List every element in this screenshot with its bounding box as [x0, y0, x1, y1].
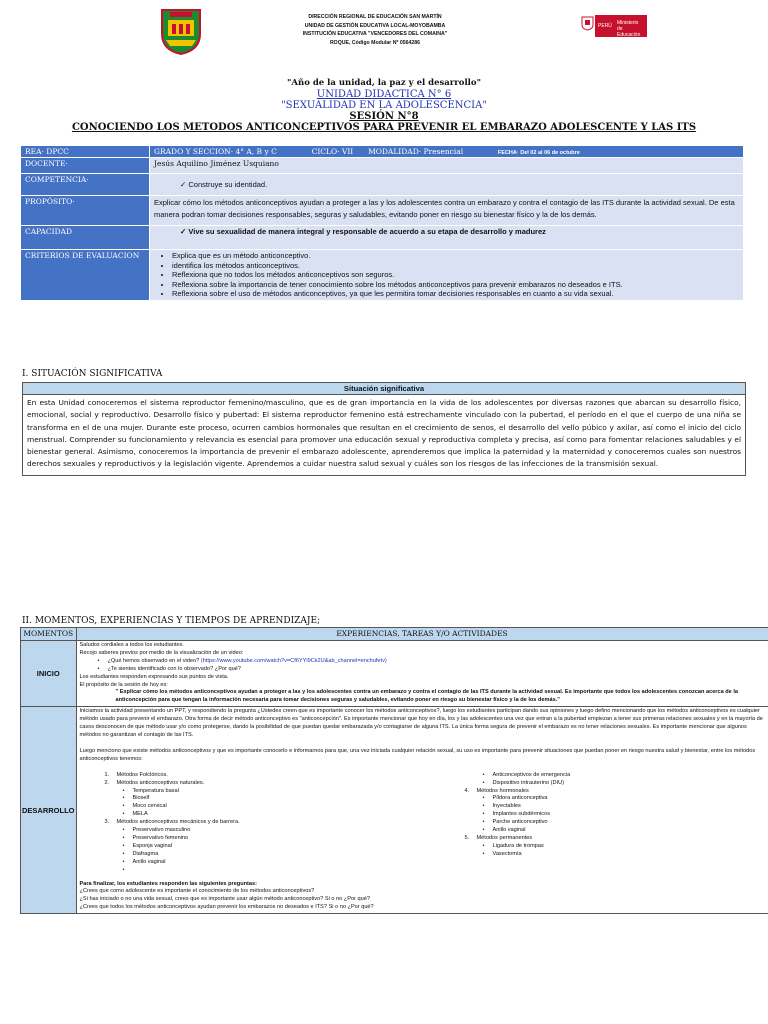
- list-item: • Anticonceptivos de emergencia: [465, 772, 765, 780]
- school-crest-icon: [156, 6, 206, 56]
- inicio-line: Recojo saberes previos por medio de la visualización de un video:: [79, 649, 244, 656]
- session-title: CONOCIENDO LOS METODOS ANTICONCEPTIVOS PARA PREVENIR EL EMBARAZO ADOLESCENTE Y LAS ITS: [71, 122, 697, 133]
- method-natural: Métodos anticonceptivos naturales.: [116, 779, 205, 786]
- method-folk: Métodos Folclóricos.: [116, 771, 168, 778]
- list-item: 1. Métodos Folclóricos.: [104, 771, 168, 778]
- list-item: • Reflexiona sobre el uso de métodos anticonceptivos, ya que les permitira tomar decisiones responsables en cuanto a su vida sexual.: [172, 289, 739, 299]
- desarrollo-label: DESARROLLO: [21, 707, 77, 914]
- inicio-row: [21, 641, 768, 707]
- competencia-row: [21, 174, 744, 196]
- method-hormonal: Métodos hormonales: [476, 787, 529, 794]
- list-item: [80, 658, 765, 666]
- area-cell: REA· DPCC: [21, 146, 150, 158]
- list-item: • Dispositivo intrauterino (DIU): [465, 780, 765, 788]
- situation-box: [22, 382, 746, 476]
- date-range: FECHA· Del 02 al 06 de octubre: [497, 150, 580, 156]
- methods-columns: [80, 772, 765, 875]
- criterios-row: [21, 250, 744, 301]
- ministry-badge: [595, 15, 647, 37]
- situation-box-title: Situación significativa: [23, 383, 745, 395]
- docente-row: [21, 158, 744, 174]
- moments-header-row: [21, 628, 768, 641]
- list-item: • Parche anticonceptivo: [465, 819, 765, 827]
- proposito-value: Explicar cómo los métodos anticonceptivos ayudan a proteger a las y los adolescentes contra un embarazo y contra el contagio de las ITS durante la actividad sexual. De esta manera podran tomar decisiones responsables, seguras y saludables, evitando poner en riesgo su bienestar físico y la de los demás.: [150, 196, 744, 226]
- ministry-name-1: Ministerio: [617, 20, 639, 26]
- list-item: • Vasectomía: [465, 851, 765, 859]
- final-questions-title: Para finalizar, los estudiantes responden las siguientes preguntas:: [79, 880, 257, 887]
- list-item: • Preservativo femenino: [105, 835, 435, 843]
- list-item: [105, 867, 435, 875]
- desarrollo-row: [21, 707, 768, 914]
- session-info-table: [20, 145, 744, 301]
- method-permanent: Métodos permanentes: [476, 834, 533, 841]
- list-item: • identifica los métodos anticonceptivos.: [172, 261, 739, 271]
- list-item: • Anillo vaginal: [465, 827, 765, 835]
- year-motto: "Año de la unidad, la paz y el desarrollo": [287, 78, 481, 88]
- capacidad-label: CAPACIDAD: [21, 226, 150, 250]
- session-purpose: " Explicar cómo los métodos anticonceptivos ayudan a proteger a las y los adolescentes contra un embarazo y contra el contagio de las ITS durante la actividad sexual. Es importante que todos los adolescentes conozcan acerca de la anticoncepción para que tengan la información necesaria para tomar decisiones seguras y saludables, evitando poner en riesgo su bienestar físico y la de los demás.": [115, 689, 739, 704]
- list-item: • Diafragma: [105, 851, 435, 859]
- desarrollo-paragraph: Luego menciono que existe métodos anticonceptivos y que es importante conocerlo e informarnos para que, una vez iniciada cualquier relación sexual, su uso es importante para prevenir situaciones que puedan poner en riesgo nuestra salud y bienestar, entre los métodos anticonceptivos tenemos:: [79, 747, 756, 762]
- methods-left-column: [80, 772, 435, 875]
- list-item: • Píldora anticonceptiva: [465, 795, 765, 803]
- document-titles: [0, 78, 768, 133]
- section-2-title: II. MOMENTOS, EXPERIENCIAS Y TIEMPOS DE APRENDIZAJE;: [22, 616, 321, 626]
- list-item: • Preservativo masculino: [105, 827, 435, 835]
- inicio-line: Saludos cordiales a todos los estudiantes.: [79, 642, 184, 648]
- list-item: 3. Métodos anticonceptivos mecánicos y de barrera.: [104, 819, 240, 826]
- competencia-label: COMPETENCIA·: [21, 174, 150, 196]
- list-item: • Anillo vaginal: [105, 859, 435, 867]
- ministry-name-2: de Educación: [617, 26, 641, 38]
- inicio-line: Los estudiantes responden expresando sus puntos de vista.: [79, 673, 229, 680]
- method-barrier: Métodos anticonceptivos mecánicos y de barrera.: [116, 819, 240, 826]
- methods-right-column: [435, 772, 765, 875]
- criterios-value: [150, 250, 744, 301]
- list-item: • Ligadura de trompas: [465, 843, 765, 851]
- final-question: ¿Crees que como adolescente es importante el conocimiento de los métodos anticonceptivos?: [79, 888, 315, 895]
- criterios-list: [154, 251, 739, 299]
- final-question: ¿Si has iniciado o no una vida sexual, crees que es importante usar algún método anticonceptivo? Si o no ¿Por qué?: [79, 896, 370, 903]
- institution-header: [270, 13, 480, 47]
- header-line: ROQUE, Código Modular Nº 0564286: [329, 39, 421, 46]
- list-item: • MELA: [105, 811, 435, 819]
- modality: MODALIDAD· Presencial: [368, 147, 464, 156]
- document-header: [0, 0, 768, 70]
- peru-shield-icon: [580, 15, 595, 31]
- list-item: • Reflexiona sobre la importancia de tener conocimiento sobre los métodos anticonceptivos para prevenir embarazos no deseados e ITS.: [172, 280, 739, 290]
- criterios-label: CRITERIOS DE EVALUACION: [21, 250, 150, 301]
- list-item: • Explica que es un método anticonceptivo.: [172, 251, 739, 261]
- inicio-question: ¿Qué hemos observado en el video?: [107, 657, 201, 664]
- moments-col-header: MOMENTOS: [21, 628, 77, 641]
- header-line: DIRECCIÓN REGIONAL DE EDUCACIÓN SAN MARTÍN: [308, 14, 442, 20]
- grade-section: GRADO Y SECCION· 4° A, B y C: [154, 147, 277, 156]
- list-item: • Bioself: [105, 795, 435, 803]
- docente-value: Jesús Aquilino Jiménez Usquiano: [150, 158, 744, 174]
- inicio-label: INICIO: [21, 641, 77, 707]
- section-1-title: I. SITUACIÓN SIGNIFICATIVA: [22, 369, 163, 379]
- proposito-row: [21, 196, 744, 226]
- list-item: • Implantes subdérmicos: [465, 811, 765, 819]
- list-item: 4. Métodos hormonales: [464, 787, 529, 794]
- competencia-value: ✓ Construye su identidad.: [150, 174, 744, 196]
- list-item: • Temperatura basal: [105, 788, 435, 796]
- final-question: ¿Crees que todos los métodos anticonceptivos ayudan prevenir los embarazos no deseados e ITS? Si o no ¿Por qué?: [79, 904, 374, 911]
- moments-table: [20, 627, 768, 914]
- unit-name: "SEXUALIDAD EN LA ADOLESCENCIA": [281, 100, 487, 111]
- grade-cell: [150, 146, 744, 158]
- header-line: UNIDAD DE GESTIÓN EDUCATIVA LOCAL-MOYOBAMBA: [304, 22, 446, 29]
- video-link[interactable]: (https://www.youtube.com/watch?v=Cf6YYl9Ck2U&ab_channel=enchufetv): [200, 657, 387, 664]
- cycle: CICLO· VII: [311, 147, 354, 156]
- list-item: • Moco cervical: [105, 803, 435, 811]
- inicio-activities: [76, 641, 768, 707]
- unit-number: UNIDAD DIDACTICA N° 6: [316, 89, 452, 100]
- ministry-country: PERÚ: [598, 23, 612, 29]
- capacidad-row: [21, 226, 744, 250]
- desarrollo-paragraph: Iniciamos la actividad presentando un PPT, y respondiendo la pregunta ¿Ustedes creen que es importante conocer los métodos anticonceptivos?, luego los estudiantes participan dando sus opiniones y luego defino mencionando que los métodos anticonceptivos es cualquier método usado para prevenir el embarazo. Otra forma de decir método anticonceptivo es "anticoncepción". Es importante mencionar que hoy en día, los y las adolescentes una vez que entran a la pubertad empiezan a tener sus primeras relaciones sexuales y en la mayoría de casos desconocen de que método usar y/o como protegerse, dando la posibilidad de que puedan quedar embarazada y/o contagiarse de alguna ITS. La única forma segura de prevenir el embarazo es no tener relaciones sexuales. Es importante mencionar que algunos métodos no garantizan el contagio de las ITS.: [79, 708, 763, 738]
- list-item: 5. Métodos permanentes: [464, 834, 533, 841]
- list-item: • ¿Te sientes identificado con lo observado? ¿Por qué?: [80, 666, 765, 674]
- header-line: INSTITUCIÓN EDUCATIVA "VENCEDORES DEL COMAINA": [302, 31, 448, 37]
- docente-label: DOCENTE·: [21, 158, 150, 174]
- info-header-row: [21, 146, 744, 158]
- desarrollo-activities: [76, 707, 768, 914]
- session-number: SESIÓN N°8: [349, 111, 419, 122]
- list-item: • Inyectables: [465, 803, 765, 811]
- inicio-line: El propósito de la sesión de hoy es:: [79, 681, 168, 688]
- list-item: 2. Métodos anticonceptivos naturales.: [104, 779, 205, 786]
- capacidad-value: ✓ Vive su sexualidad de manera integral y responsable de acuerdo a su etapa de desarrollo y madurez: [150, 226, 744, 250]
- situation-text: En esta Unidad conoceremos el sistema reproductor femenino/masculino, que es de gran importancia en la vida de los adolescentes por diversas razones que abarcan su desarrollo físico, emocional, social y reproductivo. Desarrollo físico y pubertad: El sistema reproductor femenino está estrechamente vinculado con la pubertad, el período en el que el cuerpo de una niña se transforma en el de una mujer. Durante este proceso, ocurren cambios hormonales que resultan en el crecimiento de senos, el desarrollo del vello púbico y axilar, así como el inicio del ciclo menstrual. Comprender su funcionamiento y relevancia es esencial para promover una educación sexual y reproductiva completa y precisa, así como para fomentar relaciones saludables y el bienestar general. Asimismo, conoceremos la importancia de prevenir el embarazo adolescente, aprenderemos que implica la paternidad y la maternidad y conoceremos cuales son nuestros derechos sexuales y reproductivos y la legislación vigente. Aprendemos a cuidar nuestra salud sexual y cuáles son los riesgos de las infecciones de la transmisión sexual.: [27, 398, 741, 469]
- activities-col-header: EXPERIENCIAS, TAREAS Y/O ACTIVIDADES: [76, 628, 768, 641]
- proposito-label: PROPÓSITO·: [21, 196, 150, 226]
- list-item: • Esponja vaginal: [105, 843, 435, 851]
- list-item: • Reflexiona que no todos los métodos anticonceptivos son seguros.: [172, 270, 739, 280]
